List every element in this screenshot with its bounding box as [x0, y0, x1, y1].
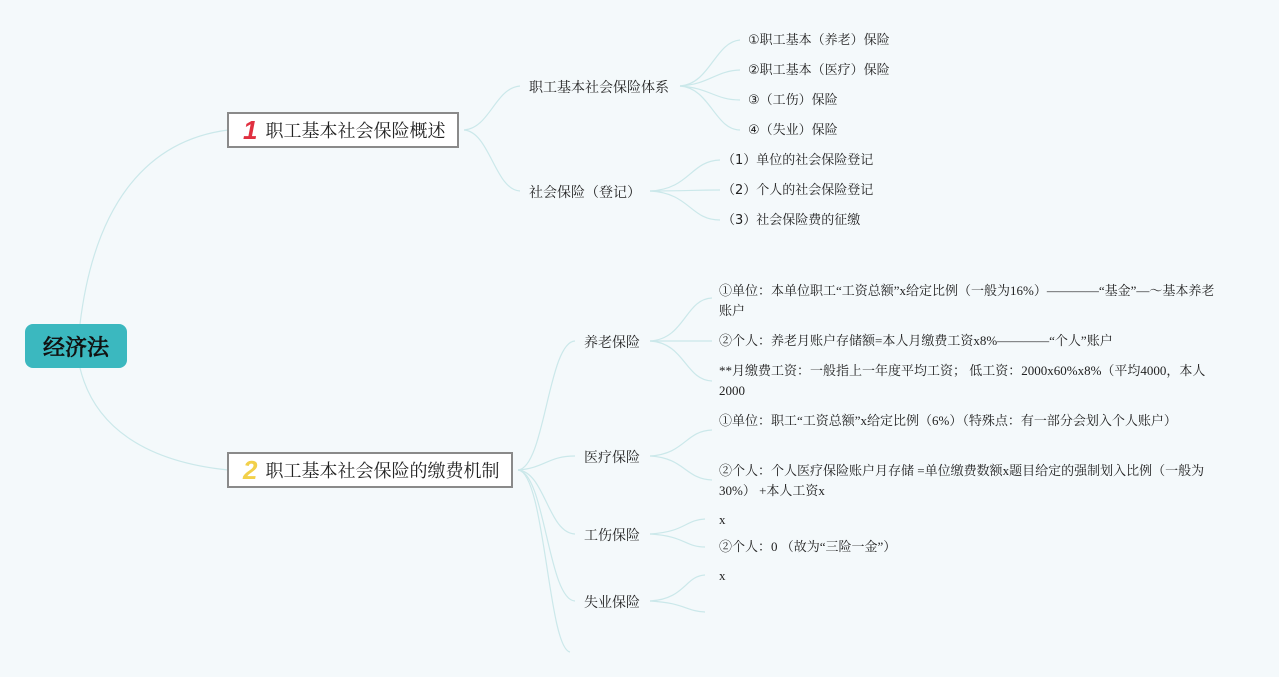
leaf-item[interactable]: ①单位：职工“工资总额”x给定比例（6%）（特殊点：有一部分会划入个人账户）: [719, 413, 1177, 428]
topic-pension[interactable]: 养老保险: [584, 335, 640, 351]
topic-unemployment[interactable]: 失业保险: [584, 595, 640, 611]
leaf-item[interactable]: （2）个人的社会保险登记: [722, 183, 874, 198]
topic-registration[interactable]: 社会保险（登记）: [529, 185, 641, 201]
leaf-item[interactable]: （3）社会保险费的征缴: [722, 213, 861, 228]
leaf-item[interactable]: ②个人：个人医疗保险账户月存储 =单位缴费数额x题目给定的强制划入比例（一般为30%） +本人工资x: [719, 463, 1205, 498]
leaf-item[interactable]: ③（工伤）保险: [748, 93, 838, 108]
topic-work-injury[interactable]: 工伤保险: [584, 528, 640, 544]
leaf-item[interactable]: ②职工基本（医疗）保险: [748, 63, 890, 78]
root-node[interactable]: 经济法: [25, 324, 127, 368]
leaf-item[interactable]: ①单位：本单位职工“工资总额”x给定比例（一般为16%）————“基金”—～基本养老账户: [719, 283, 1215, 318]
branch-2-node[interactable]: [227, 452, 513, 488]
leaf-item[interactable]: ④（失业）保险: [748, 123, 838, 138]
leaf-item[interactable]: ②个人：0 （故为“三险一金”）: [719, 539, 897, 554]
leaf-item[interactable]: **月缴费工资：一般指上一年度平均工资； 低工资：2000x60%x8%（平均4000，本人2000: [719, 363, 1206, 398]
leaf-item[interactable]: （1）单位的社会保险登记: [722, 153, 874, 168]
branch-1-node[interactable]: [227, 112, 459, 148]
leaf-item[interactable]: ①职工基本（养老）保险: [748, 33, 890, 48]
topic-medical[interactable]: 医疗保险: [584, 450, 640, 466]
topic-insurance-system[interactable]: 职工基本社会保险体系: [529, 80, 669, 96]
branch-1-number: 1: [243, 114, 258, 145]
leaf-item[interactable]: x: [719, 568, 726, 583]
leaf-item[interactable]: x: [719, 512, 726, 527]
branch-2-number: 2: [243, 454, 258, 485]
leaf-item[interactable]: ②个人：养老月账户存储额=本人月缴费工资x8%————“个人”账户: [719, 333, 1113, 348]
branch-1-label: 职工基本社会保险概述: [265, 121, 446, 142]
branch-2-label: 职工基本社会保险的缴费机制: [265, 461, 500, 482]
